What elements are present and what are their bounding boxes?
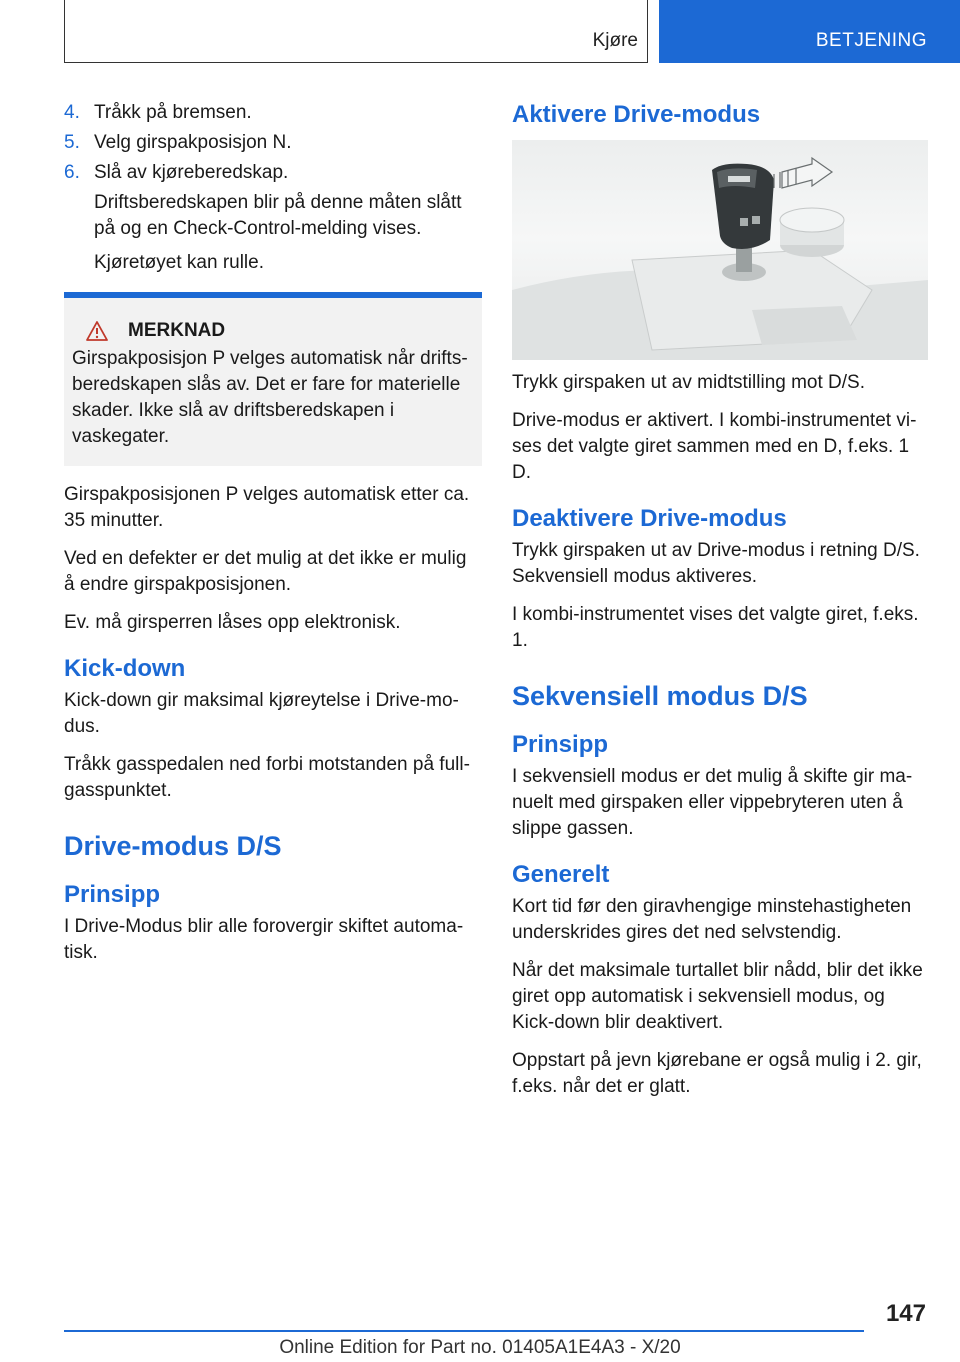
step-text: Slå av kjøreberedskap. xyxy=(94,162,289,183)
footer-divider xyxy=(64,1330,864,1332)
page-number: 147 xyxy=(885,1300,926,1327)
left-column xyxy=(64,100,482,978)
warning-triangle-icon xyxy=(86,321,108,341)
paragraph: Trykk girspaken ut av Drive-modus i retning D/S. Sekvensiell modus aktiveres. xyxy=(512,540,920,587)
paragraph: Oppstart på jevn kjørebane er også mulig i 2. gir, f.eks. når det er glatt. xyxy=(512,1050,922,1097)
subheading-principle: Prinsipp xyxy=(512,731,609,758)
figure-caption: Trykk girspaken ut av midtstilling mot D/S. xyxy=(512,372,866,393)
note-box xyxy=(64,292,482,466)
paragraph: Ev. må girsperren låses opp elektronisk. xyxy=(64,612,401,633)
step-5 xyxy=(64,130,482,156)
section-heading-kickdown: Kick-down xyxy=(64,655,186,682)
note-header xyxy=(72,320,474,342)
header-section-title: Kjøre xyxy=(592,30,638,51)
note-title: MERKNAD xyxy=(128,320,226,341)
step-6 xyxy=(64,160,482,186)
step-6-warning: Kjøretøyet kan rulle. xyxy=(94,252,264,273)
step-number: 4. xyxy=(64,102,80,123)
paragraph: Ved en defekter er det mulig at det ikke er mulig å endre girspakposisjonen. xyxy=(64,548,467,595)
right-column xyxy=(512,100,930,1112)
subheading-deactivate-drive: Deaktivere Drive-modus xyxy=(512,505,787,532)
paragraph: Kick-down gir maksimal kjøreytelse i Drive-modus. xyxy=(64,690,459,737)
header-chapter-tab xyxy=(659,0,960,63)
step-4 xyxy=(64,100,482,126)
note-text: Girspakposisjon P velges automatisk når driftsberedskapen slås av. Det er fare for materielle skader. Ikke slå av driftsberedskapen i vaskegater. xyxy=(72,348,468,447)
subheading-general: Generelt xyxy=(512,861,610,888)
gear-selector-figure xyxy=(512,140,928,360)
step-number: 5. xyxy=(64,132,80,153)
section-heading-sequential-mode: Sekvensiell modus D/S xyxy=(512,681,808,711)
step-number: 6. xyxy=(64,162,80,183)
subheading-activate-drive: Aktivere Drive-modus xyxy=(512,101,761,128)
subheading-principle: Prinsipp xyxy=(64,881,161,908)
step-text: Velg girspakposisjon N. xyxy=(94,132,292,153)
step-6-detail: Driftsberedskapen blir på denne måten slått på og en Check-Control-melding vises. xyxy=(94,192,462,239)
footer-edition: Online Edition for Part no. 01405A1E4A3 - X/20 xyxy=(279,1337,681,1358)
paragraph: Kort tid før den giravhengige minstehastigheten underskrides gires det ned selvstendig. xyxy=(512,896,912,943)
paragraph: Drive-modus er aktivert. I kombi-instrumentet vises det valgte giret sammen med en D, f.eks. 1 D. xyxy=(512,410,917,483)
paragraph: Girspakposisjonen P velges automatisk etter ca. 35 minutter. xyxy=(64,484,470,531)
paragraph: I Drive-Modus blir alle forovergir skiftet automatisk. xyxy=(64,916,464,963)
paragraph: I sekvensiell modus er det mulig å skifte gir manuelt med girspaken eller vippebryteren uten å slippe gassen. xyxy=(512,766,913,839)
paragraph: Tråkk gasspedalen ned forbi motstanden på fullgasspunktet. xyxy=(64,754,470,801)
paragraph: Når det maksimale turtallet blir nådd, blir det ikke giret opp automatisk i sekvensiell modus, og Kick-down blir deaktivert. xyxy=(512,960,923,1033)
step-text: Tråkk på bremsen. xyxy=(94,102,252,123)
header-frame xyxy=(64,0,648,63)
header-chapter-label: BETJENING xyxy=(815,30,927,51)
paragraph: I kombi-instrumentet vises det valgte giret, f.eks. 1. xyxy=(512,604,919,651)
gear-selector-illustration xyxy=(512,140,928,360)
section-heading-drive-mode: Drive-modus D/S xyxy=(64,831,282,861)
